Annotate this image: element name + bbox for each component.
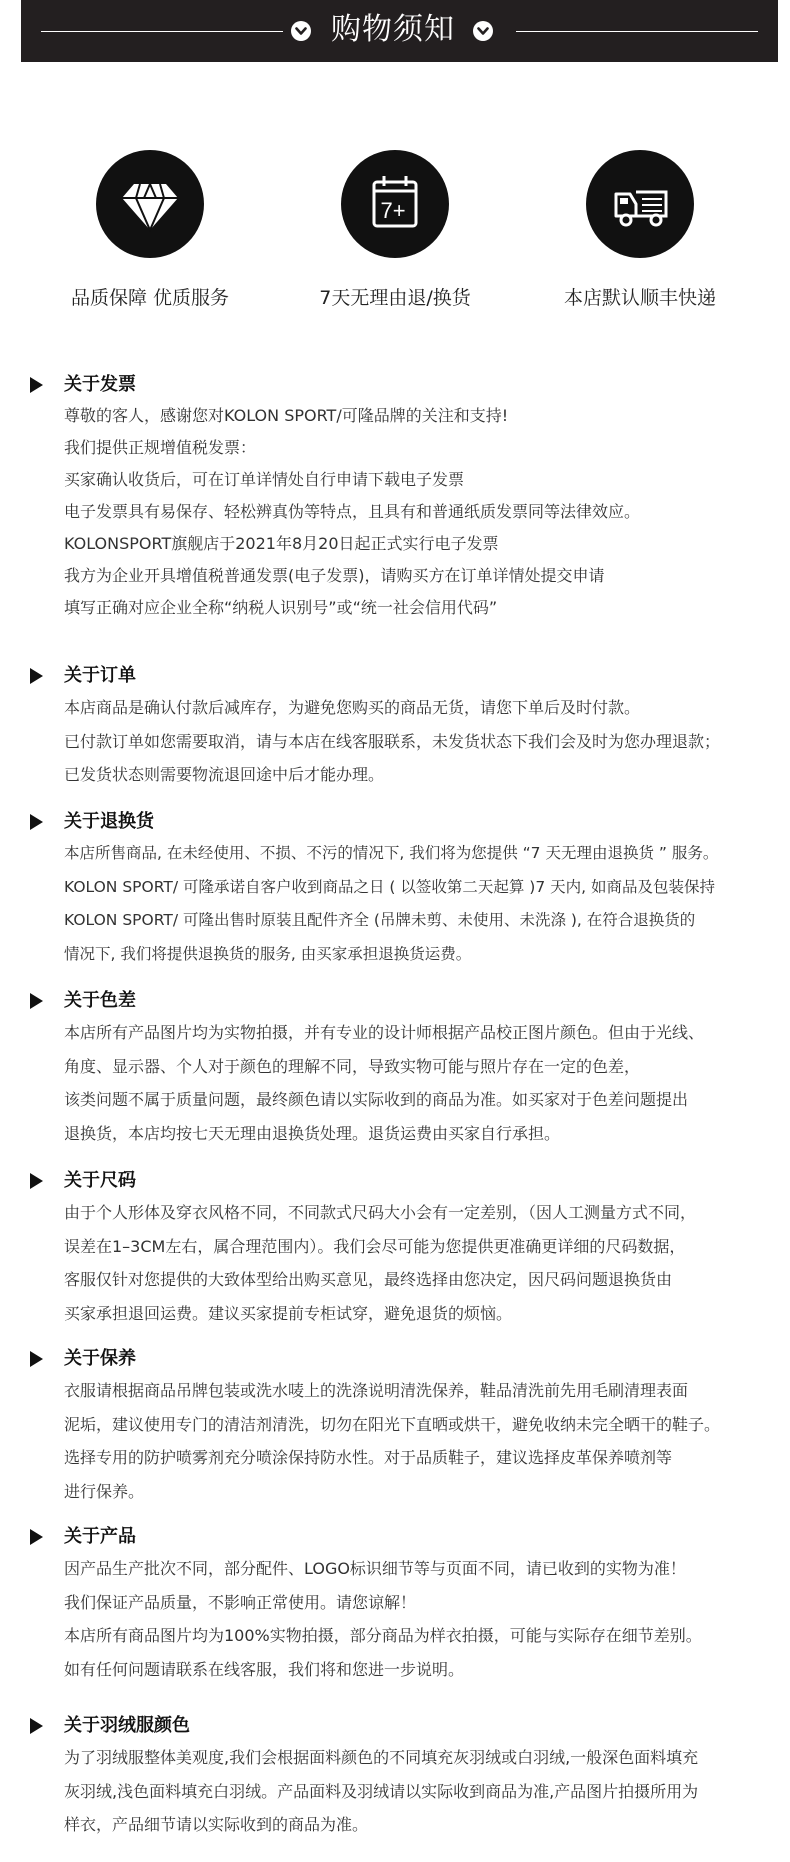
section-returns [30,807,780,971]
section-title: 关于发票 [64,374,136,395]
section-line: 泥垢，建议使用专门的清洁剂清洗，切勿在阳光下直晒或烘干，避免收纳未完全晒干的鞋子。 [64,1414,721,1434]
feature-return [275,150,515,312]
diamond-icon [96,150,204,258]
section-color-difference [30,986,780,1150]
section-line: 本店所有产品图片均为实物拍摄，并有专业的设计师根据产品校正图片颜色。但由于光线、 [64,1023,705,1042]
feature-label: 品质保障 优质服务 [70,287,230,309]
section-line: 尊敬的客人，感谢您对KOLON SPORT/可隆品牌的关注和支持! [64,406,509,425]
feature-shipping [520,150,760,312]
section-line: 为了羽绒服整体美观度,我们会根据面料颜色的不同填充灰羽绒或白羽绒,一般深色面料填充 [64,1748,699,1767]
triangle-bullet-icon [30,1173,43,1189]
section-line: 由于个人形体及穿衣风格不同，不同款式尺码大小会有一定差别，（因人工测量方式不同， [64,1203,697,1222]
section-line: 该类问题不属于质量问题，最终颜色请以实际收到的商品为准。如买家对于色差问题提出 [64,1090,689,1109]
section-line: 角度、显示器、个人对于颜色的理解不同，导致实物可能与照片存在一定的色差， [64,1056,641,1076]
section-line: 我们保证产品质量，不影响正常使用。请您谅解！ [64,1592,417,1612]
calendar-7-icon [341,150,449,258]
section-down-jacket-color [30,1711,780,1842]
section-heading [30,1522,780,1552]
delivery-truck-icon [586,150,694,258]
section-line: 填写正确对应企业全称“纳税人识别号”或“统一社会信用代码” [64,598,498,617]
chevron-down-icon [473,21,493,41]
section-line: 情况下, 我们将提供退换货的服务, 由买家承担退换货运费。 [64,944,472,963]
section-title: 关于保养 [64,1348,136,1369]
feature-label: 本店默认顺丰快递 [563,287,716,309]
section-line: 我们提供正规增值税发票： [64,438,257,457]
section-line: 买家承担退回运费。建议买家提前专柜试穿，避免退货的烦恼。 [64,1303,513,1323]
calendar-badge: 7+ [380,198,406,223]
section-line: 本店商品是确认付款后减库存，为避免您购买的商品无货，请您下单后及时付款。 [64,698,641,717]
section-heading [30,1166,780,1196]
section-line: 进行保养。 [64,1481,145,1501]
section-line: KOLONSPORT旗舰店于2021年8月20日起正式实行电子发票 [64,534,499,553]
section-heading [30,1344,780,1374]
section-heading [30,807,780,837]
section-invoice [30,370,780,624]
header-banner [21,0,778,62]
section-title: 关于羽绒服颜色 [64,1715,190,1736]
section-title: 关于产品 [64,1526,136,1547]
feature-label: 7天无理由退/换货 [319,287,471,309]
section-line: 我方为企业开具增值税普通发票(电子发票)，请购买方在订单详情处提交申请 [64,566,605,585]
section-line: 本店所售商品, 在未经使用、不损、不污的情况下, 我们将为您提供 “7 天无理由退换货 ” 服务。 [64,844,719,862]
section-line: 买家确认收货后，可在订单详情处自行申请下载电子发票 [64,470,465,489]
section-heading [30,986,780,1016]
section-line: 衣服请根据商品吊牌包装或洗水唛上的洗涤说明清洗保养，鞋品清洗前先用毛刷清理表面 [64,1381,689,1400]
section-size [30,1166,780,1330]
section-line: 电子发票具有易保存、轻松辨真伪等特点，且具有和普通纸质发票同等法律效应。 [64,502,641,521]
triangle-bullet-icon [30,814,43,830]
section-line: 误差在1–3CM左右，属合理范围内）。我们会尽可能为您提供更准确更详细的尺码数据， [64,1236,686,1256]
section-heading [30,1711,780,1741]
section-care [30,1344,780,1508]
triangle-bullet-icon [30,668,43,684]
triangle-bullet-icon [30,1351,43,1367]
triangle-bullet-icon [30,1529,43,1545]
section-line: 如有任何问题请联系在线客服，我们将和您进一步说明。 [64,1659,465,1679]
section-heading [30,661,780,691]
section-order [30,661,780,792]
feature-quality [30,150,270,312]
banner-rule-left [41,31,283,32]
section-line: 灰羽绒,浅色面料填充白羽绒。产品面料及羽绒请以实际收到商品为准,产品图片拍摄所用为 [64,1781,699,1801]
section-line: 因产品生产批次不同，部分配件、LOGO标识细节等与页面不同，请已收到的实物为准！ [64,1559,686,1578]
section-line: 已发货状态则需要物流退回途中后才能办理。 [64,765,385,784]
section-line: KOLON SPORT/ 可隆出售时原装且配件齐全 (吊牌未剪、未使用、未洗涤 ), 在符合退换货的 [64,911,696,929]
chevron-down-icon [291,21,311,41]
section-title: 关于色差 [64,990,136,1011]
section-title: 关于退换货 [64,811,154,832]
page-title: 购物须知 [331,12,455,47]
section-title: 关于订单 [64,665,136,686]
triangle-bullet-icon [30,1718,43,1734]
section-line: 客服仅针对您提供的大致体型给出购买意见，最终选择由您决定，因尺码问题退换货由 [64,1270,673,1289]
section-heading [30,370,780,400]
section-line: 退换货，本店均按七天无理由退换货处理。退货运费由买家自行承担。 [64,1123,561,1143]
section-line: 样衣，产品细节请以实际收到的商品为准。 [64,1815,369,1834]
banner-rule-right [516,31,758,32]
section-product [30,1522,780,1686]
triangle-bullet-icon [30,377,43,393]
section-line: 选择专用的防护喷雾剂充分喷涂保持防水性。对于品质鞋子，建议选择皮革保养喷剂等 [64,1448,673,1467]
section-line: 本店所有商品图片均为100%实物拍摄，部分商品为样衣拍摄，可能与实际存在细节差别。 [64,1626,702,1645]
section-line: KOLON SPORT/ 可隆承诺自客户收到商品之日 ( 以签收第二天起算 )7 天内, 如商品及包装保持 [64,877,715,896]
section-title: 关于尺码 [64,1170,136,1191]
section-line: 已付款订单如您需要取消，请与本店在线客服联系，未发货状态下我们会及时为您办理退款； [64,731,721,751]
triangle-bullet-icon [30,993,43,1009]
